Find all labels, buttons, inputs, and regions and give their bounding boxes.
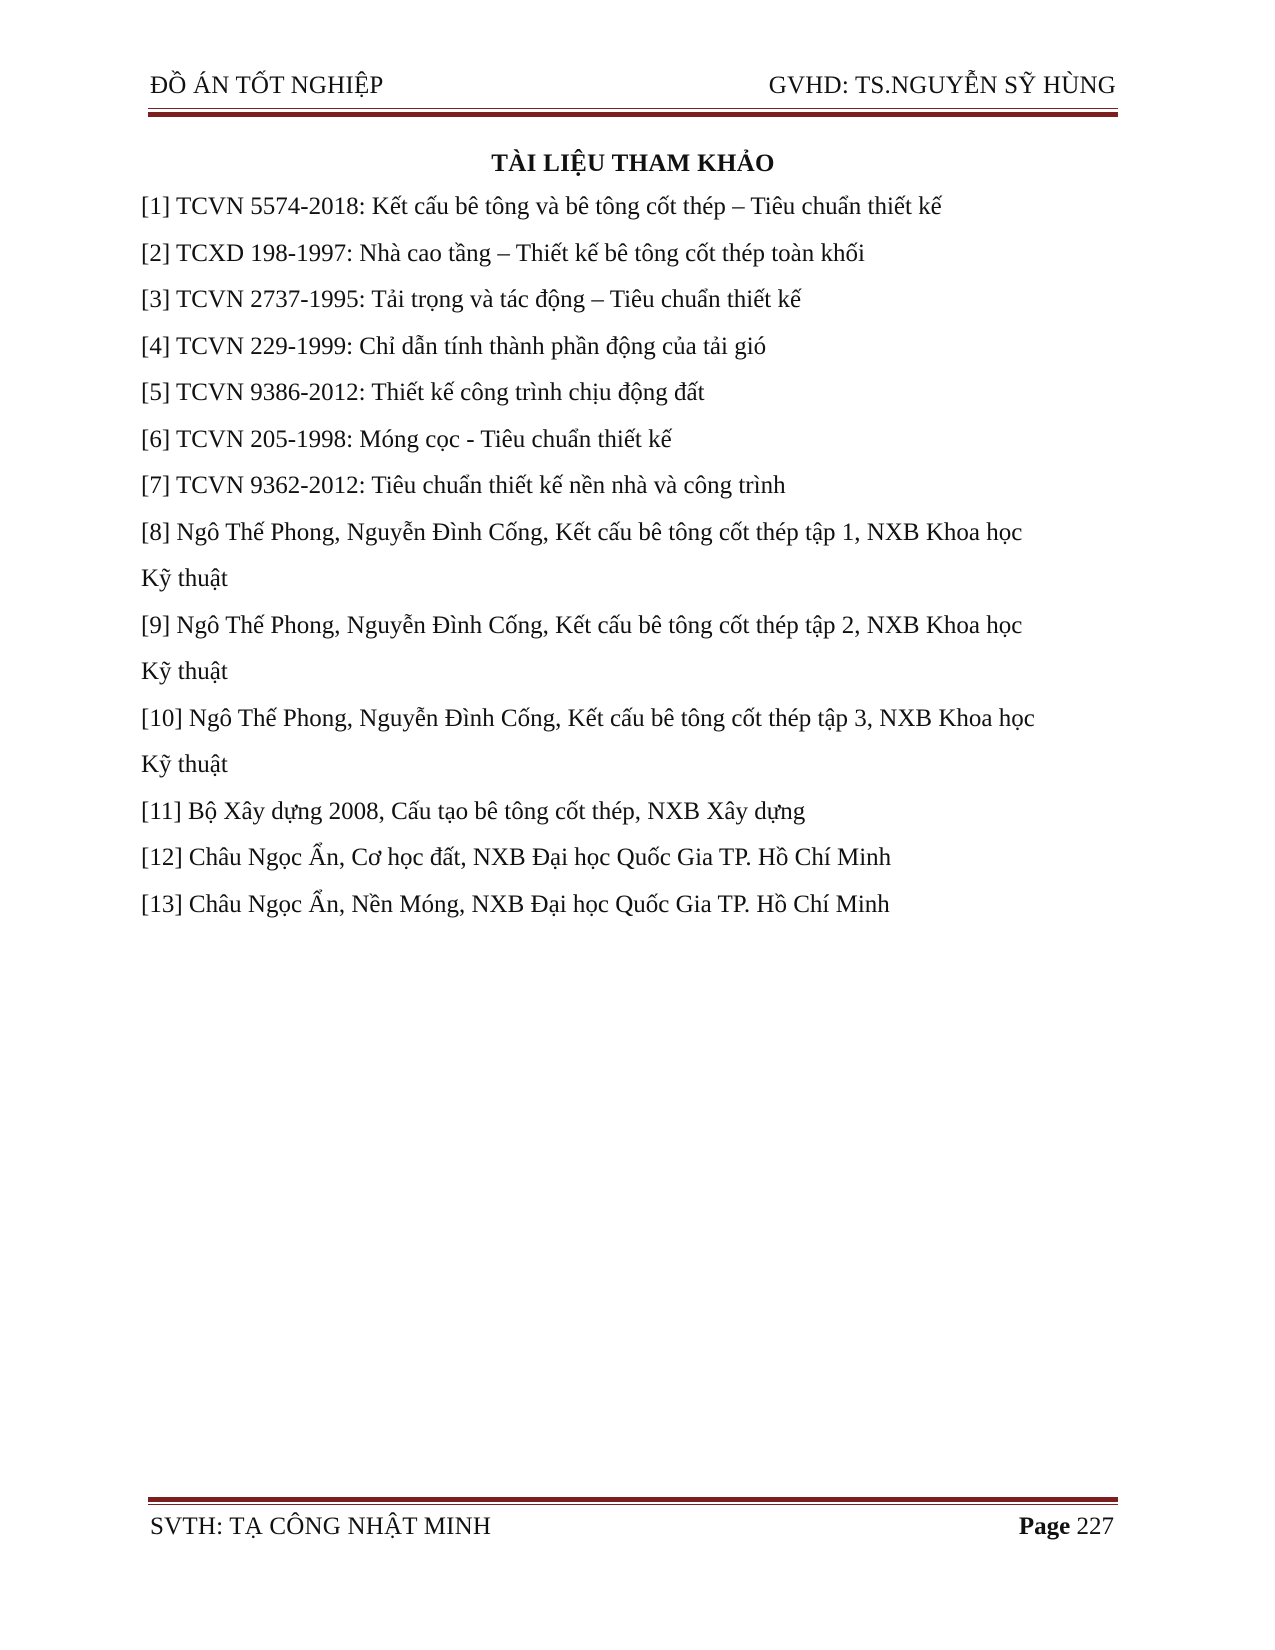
page-header bbox=[148, 72, 1118, 106]
page-label: Page bbox=[1018, 1513, 1071, 1540]
footer-divider-thin bbox=[148, 1504, 1118, 1505]
reference-line: [7] TCVN 9362-2012: Tiêu chuẩn thiết kế nền nhà và công trình bbox=[141, 472, 786, 499]
reference-line: [8] Ngô Thế Phong, Nguyễn Đình Cống, Kết cấu bê tông cốt thép tập 1, NXB Khoa học bbox=[141, 518, 1023, 546]
reference-line: [1] TCVN 5574-2018: Kết cấu bê tông và bê tông cốt thép – Tiêu chuẩn thiết kế bbox=[141, 193, 942, 220]
reference-line: [13] Châu Ngọc Ẩn, Nền Móng, NXB Đại học Quốc Gia TP. Hồ Chí Minh bbox=[141, 890, 890, 918]
reference-line: [9] Ngô Thế Phong, Nguyễn Đình Cống, Kết cấu bê tông cốt thép tập 2, NXB Khoa học bbox=[141, 611, 1023, 639]
reference-line: Kỹ thuật bbox=[141, 565, 228, 592]
reference-line: Kỹ thuật bbox=[141, 658, 228, 685]
page-title: TÀI LIỆU THAM KHẢO bbox=[491, 150, 775, 177]
page-number bbox=[1019, 1513, 1114, 1541]
reference-line: [12] Châu Ngọc Ẩn, Cơ học đất, NXB Đại học Quốc Gia TP. Hồ Chí Minh bbox=[141, 844, 892, 871]
page-number-value: 227 bbox=[1076, 1513, 1114, 1540]
header-divider bbox=[148, 112, 1118, 117]
header-divider-thin bbox=[148, 108, 1118, 109]
reference-line: [2] TCXD 198-1997: Nhà cao tầng – Thiết kế bê tông cốt thép toàn khối bbox=[141, 239, 865, 267]
header-project-title: ĐỒ ÁN TỐT NGHIỆP bbox=[150, 72, 384, 99]
reference-line: [5] TCVN 9386-2012: Thiết kế công trình chịu động đất bbox=[141, 379, 705, 406]
header-advisor: GVHD: TS.NGUYỄN SỸ HÙNG bbox=[768, 72, 1116, 99]
page-footer bbox=[148, 1513, 1118, 1547]
reference-line: [6] TCVN 205-1998: Móng cọc - Tiêu chuẩn thiết kế bbox=[141, 425, 672, 453]
reference-line: [10] Ngô Thế Phong, Nguyễn Đình Cống, Kết cấu bê tông cốt thép tập 3, NXB Khoa học bbox=[141, 704, 1035, 732]
reference-list bbox=[141, 184, 1121, 928]
footer-student: SVTH: TẠ CÔNG NHẬT MINH bbox=[150, 1513, 492, 1540]
reference-line: Kỹ thuật bbox=[141, 751, 228, 778]
footer-divider bbox=[148, 1497, 1118, 1502]
reference-line: [3] TCVN 2737-1995: Tải trọng và tác động – Tiêu chuẩn thiết kế bbox=[141, 286, 802, 313]
reference-line: [4] TCVN 229-1999: Chỉ dẫn tính thành phần động của tải gió bbox=[141, 332, 767, 360]
reference-line: [11] Bộ Xây dựng 2008, Cấu tạo bê tông cốt thép, NXB Xây dựng bbox=[141, 797, 806, 825]
